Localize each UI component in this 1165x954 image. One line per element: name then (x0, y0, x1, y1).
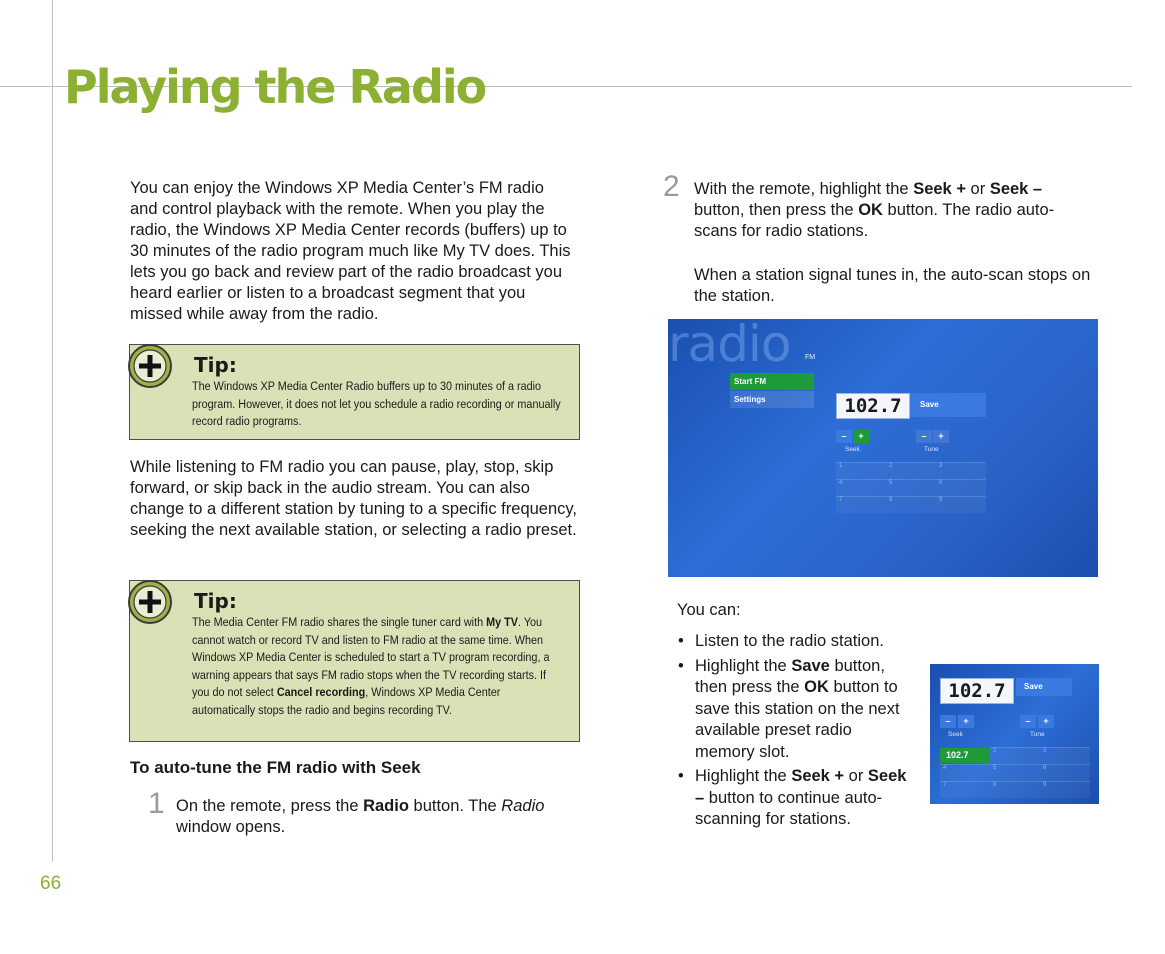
preset-grid (940, 747, 1090, 799)
list-item: • Highlight the Seek + or Seek – button to continue auto-scanning for stations. (676, 766, 916, 831)
preset-slot[interactable]: 6 (1040, 764, 1090, 781)
page-number: 66 (40, 873, 62, 894)
preset-grid (836, 462, 986, 514)
tune-plus-button[interactable]: + (1038, 715, 1054, 728)
tune-plus-button[interactable]: + (933, 430, 949, 443)
seek-label: Seek (948, 731, 963, 738)
tip-heading: Tip: (194, 353, 237, 377)
tip-box-2 (129, 580, 580, 742)
step-number-1: 1 (148, 787, 165, 820)
seek-minus-button[interactable]: – (940, 715, 956, 728)
section-heading: To auto-tune the FM radio with Seek (130, 758, 421, 777)
preset-slot[interactable]: 5 (886, 479, 936, 496)
start-fm-menu-item[interactable]: Start FM (730, 373, 814, 390)
preset-slot[interactable]: 3 (1040, 747, 1090, 764)
seek-minus-button[interactable]: – (836, 430, 852, 443)
step-number-2: 2 (663, 170, 680, 203)
tune-label: Tune (924, 446, 939, 453)
you-can-intro: You can: (677, 601, 741, 619)
tip-box-1 (129, 344, 580, 440)
preset-slot[interactable]: 1 (836, 462, 886, 479)
second-paragraph: While listening to FM radio you can pause, play, stop, skip forward, or skip back in the audio stream. You can also change to a different station by tuning to a specific frequency, seeking the next available station, or selecting a radio preset. (130, 458, 578, 539)
preset-slot[interactable]: 9 (936, 496, 986, 513)
tip-heading: Tip: (194, 589, 237, 613)
preset-slot[interactable]: 4 (940, 764, 990, 781)
tip-body: The Media Center FM radio shares the single tuner card with My TV. You cannot watch or record TV and listen to FM radio at the same time. When Windows XP Media Center is scheduled to start a TV program recording, a warning appears that says FM radio stops when the TV recording starts. If you do not select Cancel recording, Windows XP Media Center automatically stops the radio and begins recording TV. (192, 615, 550, 717)
frequency-display: 102.7 (940, 678, 1014, 704)
preset-slot[interactable]: 9 (1040, 781, 1090, 798)
radio-screenshot (668, 319, 1098, 577)
radio-save-screenshot (930, 664, 1099, 804)
preset-slot[interactable]: 5 (990, 764, 1040, 781)
tune-minus-button[interactable]: – (1020, 715, 1036, 728)
step-2-note: When a station signal tunes in, the auto-scan stops on the station. (694, 266, 1091, 305)
you-can-list (676, 631, 916, 834)
seek-plus-button[interactable]: + (853, 430, 869, 443)
seek-plus-button[interactable]: + (958, 715, 974, 728)
tip-body: The Windows XP Media Center Radio buffers up to 30 minutes of a radio program. However, it does not let you schedule a radio recording or manually record radio programs. (192, 379, 561, 428)
preset-slot[interactable]: 3 (936, 462, 986, 479)
preset-slot[interactable]: 7 (836, 496, 886, 513)
frequency-display: 102.7 (836, 393, 910, 419)
band-label: FM (805, 354, 816, 361)
settings-menu-item[interactable]: Settings (730, 391, 814, 408)
seek-label: Seek (845, 446, 860, 453)
preset-slot[interactable]: 8 (990, 781, 1040, 798)
preset-slot[interactable]: 4 (836, 479, 886, 496)
step-1-text: On the remote, press the Radio button. The Radio window opens. (176, 797, 545, 836)
list-item: • Highlight the Save button, then press the OK button to save this station on the next available preset radio memory slot. (676, 656, 916, 764)
preset-slot-selected[interactable]: 102.7 (940, 748, 990, 763)
plus-circle-icon (126, 342, 174, 390)
preset-slot[interactable]: 8 (886, 496, 936, 513)
save-button[interactable]: Save (910, 393, 986, 417)
plus-circle-icon (126, 578, 174, 626)
step-2-text: With the remote, highlight the Seek + or Seek – button, then press the OK button. The radio auto-scans for radio stations. (694, 180, 1055, 240)
left-margin-rule (52, 0, 53, 862)
preset-slot[interactable]: 7 (940, 781, 990, 798)
preset-slot[interactable]: 2 (990, 747, 1040, 764)
preset-slot[interactable]: 2 (886, 462, 936, 479)
radio-watermark: radio (668, 319, 791, 373)
intro-paragraph: You can enjoy the Windows XP Media Center’s FM radio and control playback with the remote. When you play the radio, the Windows XP Media Center records (buffers) up to 30 minutes of the radio program much like My TV does. This lets you go back and review part of the radio broadcast you heard earlier or listen to a broadcast segment that you missed while away from the radio. (130, 179, 571, 323)
save-button[interactable]: Save (1016, 678, 1072, 696)
preset-slot[interactable]: 6 (936, 479, 986, 496)
tune-label: Tune (1030, 731, 1045, 738)
page-title: Playing the Radio (64, 60, 486, 114)
list-item: • Listen to the radio station. (676, 631, 916, 653)
tune-minus-button[interactable]: – (916, 430, 932, 443)
